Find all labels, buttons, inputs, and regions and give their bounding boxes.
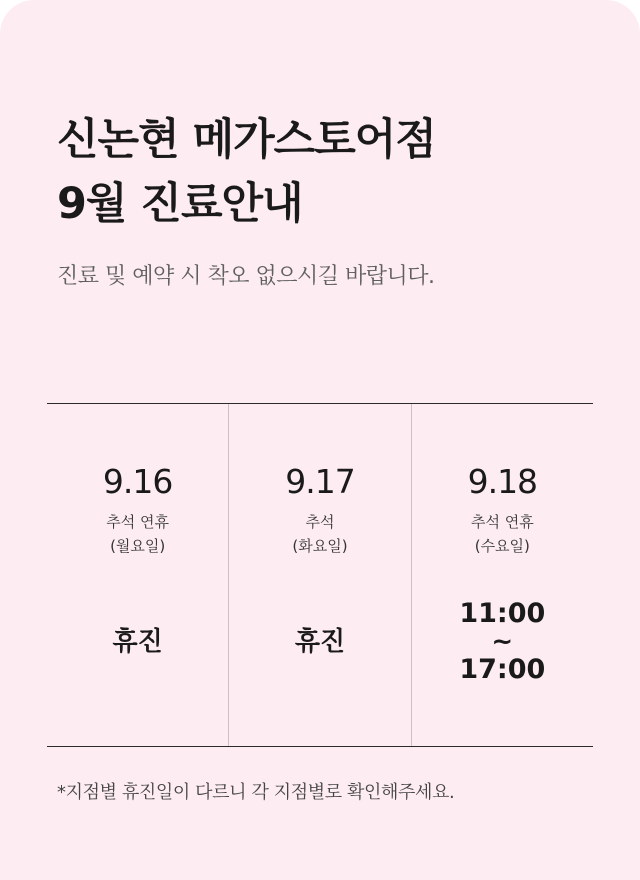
schedule-date: 9.17 xyxy=(285,462,355,501)
schedule-weekday: (수요일) xyxy=(474,537,530,555)
hours-close: 17:00 xyxy=(459,654,546,685)
schedule-holiday-label: 추석 xyxy=(305,513,335,531)
schedule-day-9-17 xyxy=(228,404,410,746)
schedule-date: 9.18 xyxy=(467,462,538,501)
schedule-weekday: (화요일) xyxy=(292,537,348,555)
schedule-date: 9.16 xyxy=(102,462,173,501)
schedule-status: 휴진 xyxy=(112,627,163,657)
schedule-status: 휴진 xyxy=(294,627,346,657)
page-title xyxy=(57,108,436,236)
hours-separator: ~ xyxy=(491,627,514,657)
schedule-weekday: (월요일) xyxy=(110,537,166,555)
hours-open: 11:00 xyxy=(459,598,546,629)
schedule-hours xyxy=(412,596,593,688)
title-branch-name: 신논현 메가스토어점 xyxy=(57,115,436,165)
schedule-day-9-18 xyxy=(411,404,593,746)
schedule-day-9-16 xyxy=(47,404,228,746)
title-notice-month: 9월 진료안내 xyxy=(57,179,303,229)
footnote: *지점별 휴진일이 다르니 각 지점별로 확인해주세요. xyxy=(57,782,455,803)
schedule-holiday-label: 추석 연휴 xyxy=(106,513,170,531)
schedule-holiday-label: 추석 연휴 xyxy=(470,513,534,531)
subtitle: 진료 및 예약 시 착오 없으시길 바랍니다. xyxy=(57,264,435,289)
holiday-schedule-table xyxy=(47,403,593,747)
